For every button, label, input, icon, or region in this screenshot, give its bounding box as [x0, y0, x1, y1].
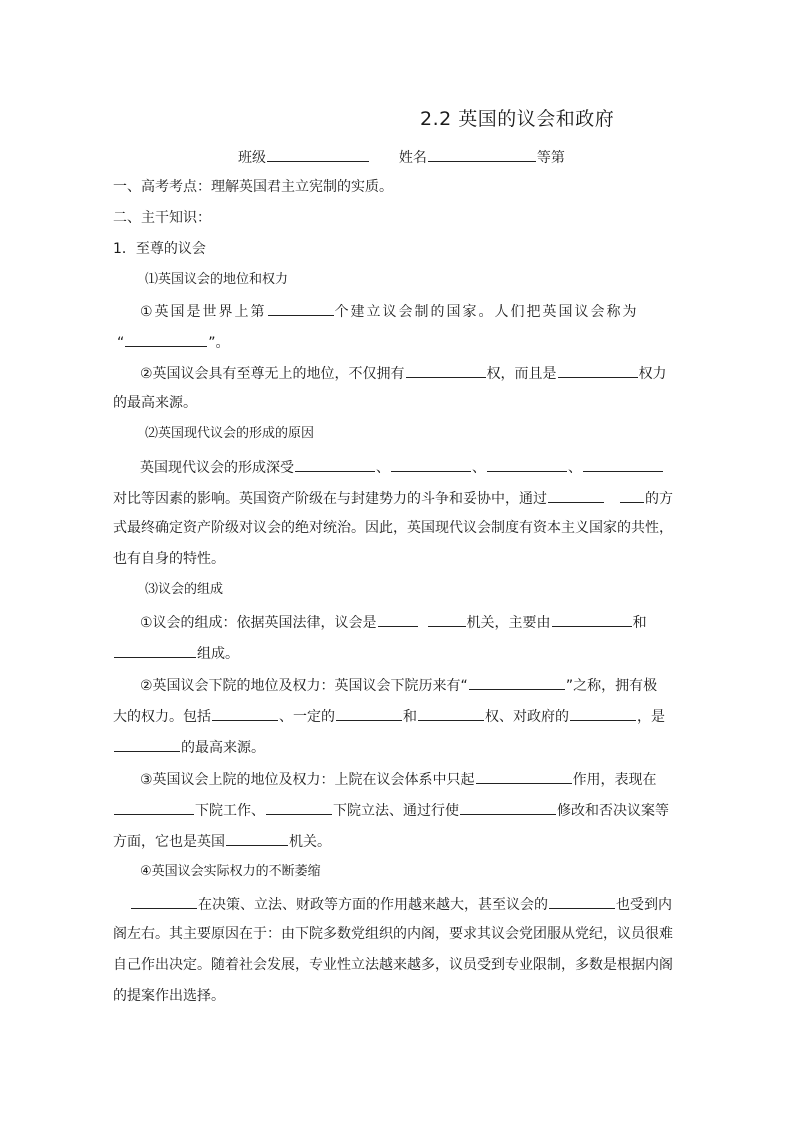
p3-blank-11[interactable] — [476, 768, 572, 784]
q2-line-a — [140, 362, 667, 384]
q1-line-a — [140, 300, 639, 322]
p3-blank-14[interactable] — [460, 799, 556, 815]
p3-text-c2: 作用，表现在 — [572, 772, 657, 788]
p4-line-c: 自己作出决定。随着社会发展，专业性立法越来越多，议员受到专业限制，多数是根据内阁 — [113, 957, 673, 973]
p4-line-d: 的提案作出选择。 — [113, 988, 225, 1004]
p3-blank-10[interactable] — [114, 736, 180, 752]
p3-blank-13[interactable] — [266, 799, 332, 815]
p3-blank-3[interactable] — [552, 611, 632, 627]
subsection-2-heading: ⑵英国现代议会的形成的原因 — [145, 426, 315, 441]
p3-text-c7: 机关。 — [289, 834, 331, 850]
p2-blank-6[interactable] — [620, 487, 644, 503]
q2-blank-2[interactable] — [558, 362, 638, 378]
p3-blank-12[interactable] — [114, 799, 194, 815]
q2-text-b1: ②英国议会具有至尊无上的地位，不仅拥有 — [140, 366, 405, 382]
p4-blank-1[interactable] — [131, 893, 197, 909]
p3-line-c — [140, 674, 657, 696]
p4-text-a2: 也受到内 — [616, 897, 672, 913]
subsection-1-heading: ⑴英国议会的地位和权力 — [145, 272, 289, 287]
q2-text-b2: 权，而且是 — [486, 366, 557, 382]
p3-text-a2: 机关，主要由 — [466, 615, 551, 631]
p3-line-b — [113, 642, 239, 664]
p3-blank-15[interactable] — [226, 830, 288, 846]
class-blank[interactable] — [267, 146, 369, 162]
subsection-4-heading: ④英国议会实际权力的不断萎缩 — [140, 864, 321, 879]
student-info-line — [238, 146, 565, 168]
p3-blank-8[interactable] — [418, 705, 484, 721]
p2-blank-1[interactable] — [295, 456, 375, 472]
p2-text-b1: 对比等因素的影响。英国资产阶级在与封建势力的斗争和妥协中，通过 — [113, 491, 547, 507]
p4-blank-2[interactable] — [549, 893, 615, 909]
class-label: 班级 — [238, 150, 266, 166]
p3-text-b2: ”之称，拥有极 — [565, 678, 658, 694]
p3-text-b3: 大的权力。包括 — [113, 709, 211, 725]
q1-close-quote: ”。 — [208, 335, 230, 351]
p2-line-c: 式最终确定资产阶级对议会的绝对统治。因此，英国现代议会制度有资本主义国家的共性， — [113, 520, 673, 536]
p2-sep-2: 、 — [472, 460, 486, 476]
subsection-3-heading: ⑶议会的组成 — [145, 582, 224, 597]
p3-line-e — [113, 736, 265, 758]
p2-text-a1: 英国现代议会的形成深受 — [140, 460, 294, 476]
p3-blank-6[interactable] — [212, 705, 278, 721]
p2-blank-5[interactable] — [548, 487, 604, 503]
p3-blank-7[interactable] — [336, 705, 402, 721]
p3-text-c6: 方面，它也是英国 — [113, 834, 225, 850]
p2-sep-3: 、 — [568, 460, 582, 476]
main-knowledge-heading: 二、主干知识： — [113, 210, 211, 226]
p2-blank-2[interactable] — [391, 456, 471, 472]
p3-line-f — [140, 768, 657, 790]
q1-open-quote: “ — [117, 335, 125, 351]
p3-blank-1[interactable] — [378, 611, 418, 627]
p3-text-c3: 下院工作、 — [195, 803, 265, 819]
grade-label: 等第 — [536, 150, 565, 166]
q1-blank-1[interactable] — [268, 300, 334, 316]
p3-text-b5: 和 — [403, 709, 417, 725]
p2-text-b2: 的方 — [645, 491, 673, 507]
q2-text-b3: 权力 — [638, 366, 667, 382]
p3-line-d — [113, 705, 665, 727]
p3-line-h — [113, 830, 331, 852]
name-blank[interactable] — [428, 146, 536, 162]
p3-text-a1: ①议会的组成：依据英国法律，议会是 — [140, 615, 377, 631]
p3-line-g — [113, 799, 669, 821]
q1-text-a1: ①英国是世界上第 — [140, 304, 267, 320]
p2-blank-3[interactable] — [487, 456, 567, 472]
q1-blank-2[interactable] — [125, 331, 207, 347]
name-label: 姓名 — [398, 150, 427, 166]
p3-blank-4[interactable] — [114, 642, 196, 658]
p3-text-c4: 下院立法、通过行使 — [333, 803, 459, 819]
p3-blank-2[interactable] — [428, 611, 466, 627]
page-title: 2.2 英国的议会和政府 — [420, 108, 615, 130]
p4-text-a1: 在决策、立法、财政等方面的作用越来越大，甚至议会的 — [198, 897, 548, 913]
q1-line-b — [117, 331, 230, 353]
p3-text-b8: 的最高来源。 — [181, 740, 265, 756]
p3-text-b7: ，是 — [637, 709, 665, 725]
p2-line-a — [140, 456, 664, 478]
q2-blank-1[interactable] — [406, 362, 486, 378]
p3-text-b6: 权、对政府的 — [485, 709, 569, 725]
p2-line-b — [113, 487, 673, 509]
section-1-heading: 1．至尊的议会 — [113, 241, 206, 257]
p4-line-b: 阁左右。其主要原因在于：由下院多数党组织的内阁，要求其议会党团服从党纪，议员很难 — [113, 926, 673, 942]
p4-line-a — [130, 893, 672, 915]
p3-line-a — [140, 611, 647, 633]
p3-text-a4: 组成。 — [197, 646, 239, 662]
p3-blank-9[interactable] — [570, 705, 636, 721]
q2-line-b: 的最高来源。 — [113, 395, 197, 411]
p2-line-d: 也有自身的特性。 — [113, 551, 225, 567]
q1-text-a2: 个建立议会制的国家。人们把英国议会称为 — [334, 304, 639, 320]
p3-text-c1: ③英国议会上院的地位及权力：上院在议会体系中只起 — [140, 772, 475, 788]
p3-text-c5: 修改和否决议案等 — [557, 803, 669, 819]
p3-blank-5[interactable] — [469, 674, 565, 690]
p2-sep-1: 、 — [376, 460, 390, 476]
p3-text-b4: 、一定的 — [279, 709, 335, 725]
exam-point-heading: 一、高考考点：理解英国君主立宪制的实质。 — [113, 179, 393, 195]
p3-text-b1: ②英国议会下院的地位及权力：英国议会下院历来有“ — [140, 678, 468, 694]
p3-text-a3: 和 — [632, 615, 647, 631]
p2-blank-4[interactable] — [583, 456, 663, 472]
